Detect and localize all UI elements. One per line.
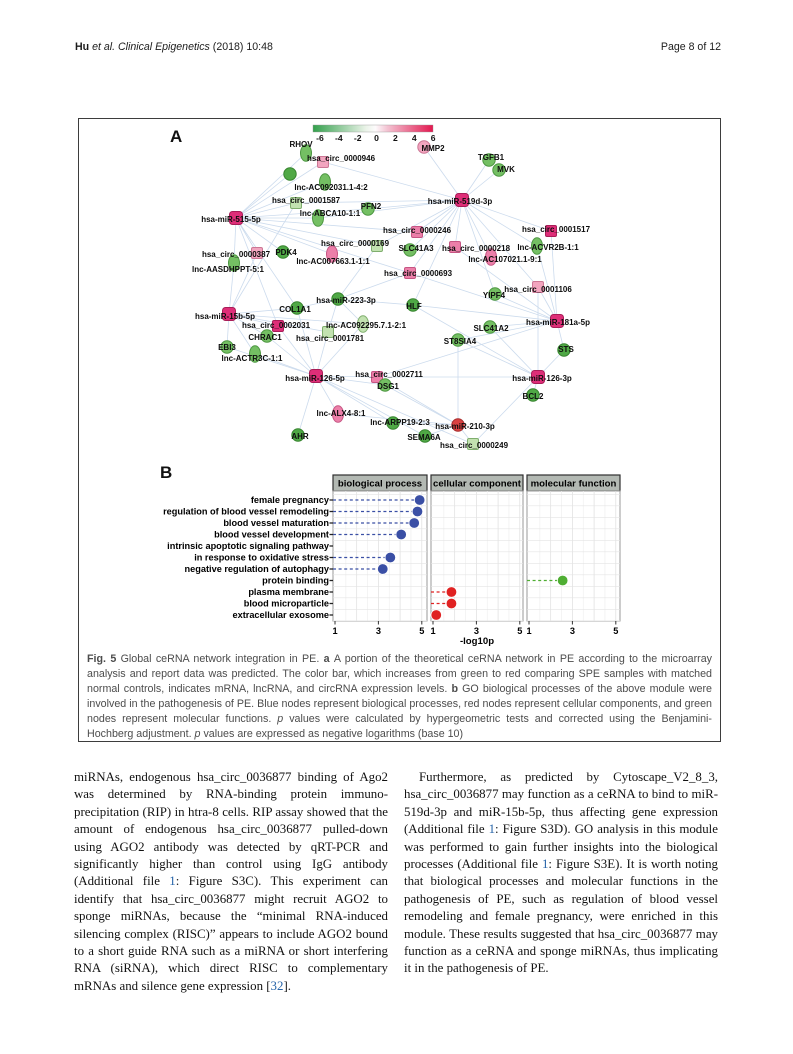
network-node-label: lnc-AC007663.1-1:1 bbox=[296, 257, 370, 266]
network-node-label: hsa_circ_0002031 bbox=[241, 321, 311, 330]
go-term-label: extracellular exosome bbox=[232, 610, 329, 620]
go-dot bbox=[396, 529, 407, 540]
paragraph bbox=[74, 769, 388, 995]
inline-reference-link[interactable]: 1 bbox=[169, 874, 176, 889]
text-run: miRNAs, endogenous hsa_circ_0036877 binding of Ago2 was determined by RNA-binding protein immuno-precipitation (RIP) in htra-8 cells. RIP assay showed that the amount of endogenous hsa_circ_0036877 pulled-down using AGO2 antibody was detected by qRT-PCR and significantly higher than control using IgG antibody (Additional file bbox=[74, 770, 388, 889]
colorbar-tick: 2 bbox=[393, 133, 398, 143]
paragraph bbox=[404, 769, 718, 978]
citation-journal: et al. Clinical Epigenetics bbox=[92, 41, 210, 53]
text-run: GO biological processes of the above module were involved in the pathogenesis of PE. Blue nodes represent biological processes, red nodes represent cellular components, and green nodes represent molecular functions. bbox=[87, 683, 712, 725]
go-dot bbox=[409, 518, 420, 529]
network-node-label: MMP2 bbox=[421, 144, 445, 153]
text-run: Furthermore, as predicted by Cytoscape_V2_8_3, hsa_circ_0036877 may function as a ceRNA to bind to miR-519d-3p and miR-15b-5p, thus affecting gene expression (Additional file bbox=[404, 770, 718, 837]
go-dot bbox=[385, 552, 396, 563]
go-term-label: negative regulation of autophagy bbox=[184, 564, 329, 574]
go-term-label: in response to oxidative stress bbox=[194, 552, 329, 563]
colorbar-tick: 4 bbox=[411, 133, 417, 143]
bold-text: b bbox=[451, 683, 463, 695]
network-node-label: AHR bbox=[291, 432, 309, 441]
x-tick-label: 1 bbox=[430, 626, 436, 636]
facet-header-label: biological process bbox=[337, 478, 423, 490]
running-head-citation bbox=[75, 41, 273, 53]
figure-5-image bbox=[79, 119, 718, 649]
text-run: : Figure S3E). It is worth noting that biological processes and molecular functions in the pathogenesis of PE, such as regulation of blood vessel remodeling and female pregnancy, were enriched in this module. These results suggested that hsa_circ_0036877 may function as a ceRNA and sponge miRNAs, thus implicating it in the pathogenesis of PE. bbox=[404, 857, 718, 976]
network-node-label: hsa-miR-515-5p bbox=[201, 215, 261, 224]
network-node-label: MVK bbox=[497, 165, 515, 174]
go-term-label: intrinsic apoptotic signaling pathway bbox=[167, 541, 329, 551]
network-node-label: lnc-ACVR2B-1:1 bbox=[517, 243, 579, 252]
network-node-label: PDK4 bbox=[275, 248, 297, 257]
network-node-label: SLC41A2 bbox=[473, 324, 509, 333]
italic-text: p bbox=[194, 728, 201, 740]
figure-5 bbox=[78, 118, 721, 742]
body-left-column bbox=[74, 769, 388, 995]
network-node-label: lnc-ABCA10-1:1 bbox=[299, 209, 361, 218]
network-edge bbox=[462, 200, 537, 246]
network-node-gdot bbox=[284, 168, 296, 180]
x-tick-label: 3 bbox=[473, 626, 479, 636]
network-edge bbox=[323, 162, 462, 200]
x-tick-label: 1 bbox=[332, 626, 338, 636]
bold-text: a bbox=[323, 653, 334, 665]
go-term-label: blood microparticle bbox=[243, 598, 329, 609]
network-node-label: hsa_circ_0000387 bbox=[201, 250, 271, 259]
text-run: Global ceRNA network integration in PE. bbox=[120, 653, 324, 665]
facet-header-label: molecular function bbox=[530, 478, 617, 490]
network-node-label: lnc-AASDHPPT-5:1 bbox=[191, 265, 265, 274]
go-dot bbox=[412, 506, 423, 517]
network-node-label: hsa_circ_0000946 bbox=[306, 154, 376, 163]
network-node-label: hsa_circ_0000218 bbox=[441, 244, 511, 253]
network-node-label: lnc-AC107021.1-9:1 bbox=[468, 255, 542, 264]
network-node-label: SLC41A3 bbox=[398, 244, 434, 253]
text-run: A portion of the theoretical ceRNA network in PE according to the microarray analysis and report data was predicted. The color bar, which increases from green to red comparing SPE samples with matched normal controls, indicates mRNA, lncRNA, and circRNA expression levels. bbox=[87, 653, 712, 695]
network-edge bbox=[338, 246, 377, 299]
network-node-label: hsa-miR-210-3p bbox=[435, 422, 495, 431]
figure-caption bbox=[87, 652, 712, 742]
go-dotplot bbox=[163, 475, 620, 647]
network-node-label: SEMA6A bbox=[407, 433, 441, 442]
go-term-label: blood vessel maturation bbox=[223, 518, 329, 528]
network-edge bbox=[236, 218, 297, 308]
network-node-label: lnc-AC092295.7.1-2:1 bbox=[325, 321, 407, 330]
x-tick-label: 1 bbox=[526, 626, 532, 636]
network-node-label: lnc-ACTR3C-1:1 bbox=[221, 354, 283, 363]
network-node-label: lnc-AC092031.1-4:2 bbox=[294, 183, 368, 192]
network-nodes bbox=[221, 141, 570, 450]
network-node-label: CHRAC1 bbox=[248, 333, 282, 342]
network-labels bbox=[192, 140, 591, 450]
go-dot bbox=[446, 598, 457, 609]
network-node-label: DSG1 bbox=[377, 382, 399, 391]
colorbar-tick: -4 bbox=[335, 133, 343, 143]
go-dot bbox=[446, 587, 457, 598]
go-term-label: protein binding bbox=[262, 575, 329, 586]
network-node-label: hsa-miR-126-3p bbox=[512, 374, 572, 383]
panel-a-letter: A bbox=[170, 127, 183, 146]
network-node-label: TGFB1 bbox=[477, 153, 505, 162]
x-tick-label: 3 bbox=[569, 626, 575, 636]
network-node-label: YIPF4 bbox=[482, 291, 506, 300]
go-dot bbox=[414, 495, 425, 506]
network-node-label: HLF bbox=[406, 302, 422, 311]
panel-b-letter: B bbox=[160, 463, 173, 482]
x-tick-label: 5 bbox=[517, 626, 523, 636]
network-node-label: hsa_circ_0001517 bbox=[521, 225, 591, 234]
network-node-label: lnc-ALX4-8:1 bbox=[316, 409, 366, 418]
running-head bbox=[75, 41, 721, 53]
network-node-label: EBI3 bbox=[218, 343, 236, 352]
network-node-label: lnc-ARPP19-2:3 bbox=[370, 418, 430, 427]
go-dot bbox=[557, 575, 568, 586]
network-node-label: hsa_circ_0001587 bbox=[271, 196, 341, 205]
text-run: values were calculated by hypergeometric tests and corrected using the Benjamini-Hochberg adjustment. bbox=[87, 713, 712, 740]
network-node-label: hsa_circ_0002711 bbox=[355, 370, 423, 379]
network-edges bbox=[227, 147, 564, 444]
network-node-label: hsa-miR-126-5p bbox=[285, 374, 345, 383]
bold-text: Fig. 5 bbox=[87, 653, 121, 665]
network-edge bbox=[298, 376, 316, 435]
inline-reference-link[interactable]: 1 bbox=[488, 822, 496, 837]
network-node-label: hsa_circ_0000169 bbox=[320, 239, 390, 248]
network-node-label: STS bbox=[558, 345, 574, 354]
go-term-label: female pregnancy bbox=[250, 495, 329, 505]
network-node-label: BCL2 bbox=[522, 392, 544, 401]
network-node-label: hsa_circ_0000249 bbox=[439, 441, 509, 450]
citation-issue: (2018) 10:48 bbox=[209, 41, 273, 53]
go-dot bbox=[431, 610, 442, 621]
facet-header-label: cellular component bbox=[433, 478, 521, 490]
expression-colorbar bbox=[313, 125, 433, 132]
text-run: : Figure S3C). This experiment can identify that hsa_circ_0036877 might recruit AGO2 to sponge miRNAs, because the “minimal RNA-induced silencing complex (RISC)” appears to include AGO2 bound to a short guide RNA such as a miRNA or short interfering RNA (siRNA), which direct RISC to complementary mRNAs and silence gene expression [ bbox=[74, 874, 388, 993]
go-term-label: regulation of blood vessel remodeling bbox=[163, 506, 329, 517]
x-axis-label: -log10p bbox=[459, 636, 495, 647]
network-node-label: ST8SIA4 bbox=[443, 337, 477, 346]
network-node-label: RHOV bbox=[289, 140, 313, 149]
network-node-label: hsa-miR-15b-5p bbox=[194, 312, 256, 321]
inline-reference-link[interactable]: 1 bbox=[541, 857, 549, 872]
network-edge bbox=[473, 377, 538, 444]
colorbar-tick: -6 bbox=[316, 133, 324, 143]
italic-text: p bbox=[277, 713, 284, 725]
citation-author: Hu bbox=[75, 41, 90, 53]
body-right-column bbox=[404, 769, 718, 978]
text-run: values are expressed as negative logarithms (base 10) bbox=[200, 728, 464, 740]
colorbar-tick: 6 bbox=[430, 133, 436, 143]
go-term-label: blood vessel development bbox=[214, 529, 329, 540]
network-node-label: hsa-miR-223-3p bbox=[316, 296, 376, 305]
text-run: ]. bbox=[283, 978, 291, 993]
network-edge bbox=[316, 376, 425, 436]
x-tick-label: 3 bbox=[375, 626, 381, 636]
network-node-label: hsa_circ_0001106 bbox=[504, 285, 572, 294]
network-node-label: COL1A1 bbox=[279, 305, 311, 314]
page-number: Page 8 of 12 bbox=[660, 41, 721, 53]
network-node-label: hsa-miR-519d-3p bbox=[427, 197, 493, 206]
network-node-label: hsa_circ_0000693 bbox=[383, 269, 453, 278]
colorbar-tick: -2 bbox=[353, 133, 362, 143]
text-run: : Figure S3D). GO analysis in this module was performed to gain further insights into the biological processes (Additional file bbox=[404, 822, 718, 872]
network-node-label: hsa_circ_0001781 bbox=[295, 334, 365, 343]
go-term-label: plasma membrane bbox=[248, 587, 329, 597]
go-dot bbox=[377, 564, 388, 575]
colorbar-ticks bbox=[316, 133, 436, 143]
x-tick-label: 5 bbox=[419, 626, 425, 636]
inline-reference-link[interactable]: 32 bbox=[270, 978, 284, 993]
network-node-label: hsa-miR-181a-5p bbox=[525, 318, 591, 327]
x-tick-label: 5 bbox=[613, 626, 619, 636]
network-node-label: hsa_circ_0000246 bbox=[382, 226, 452, 235]
facet-panel bbox=[527, 491, 620, 621]
colorbar-tick: 0 bbox=[374, 133, 379, 143]
network-node-label: PFN2 bbox=[360, 202, 382, 211]
network-edge bbox=[424, 147, 462, 200]
